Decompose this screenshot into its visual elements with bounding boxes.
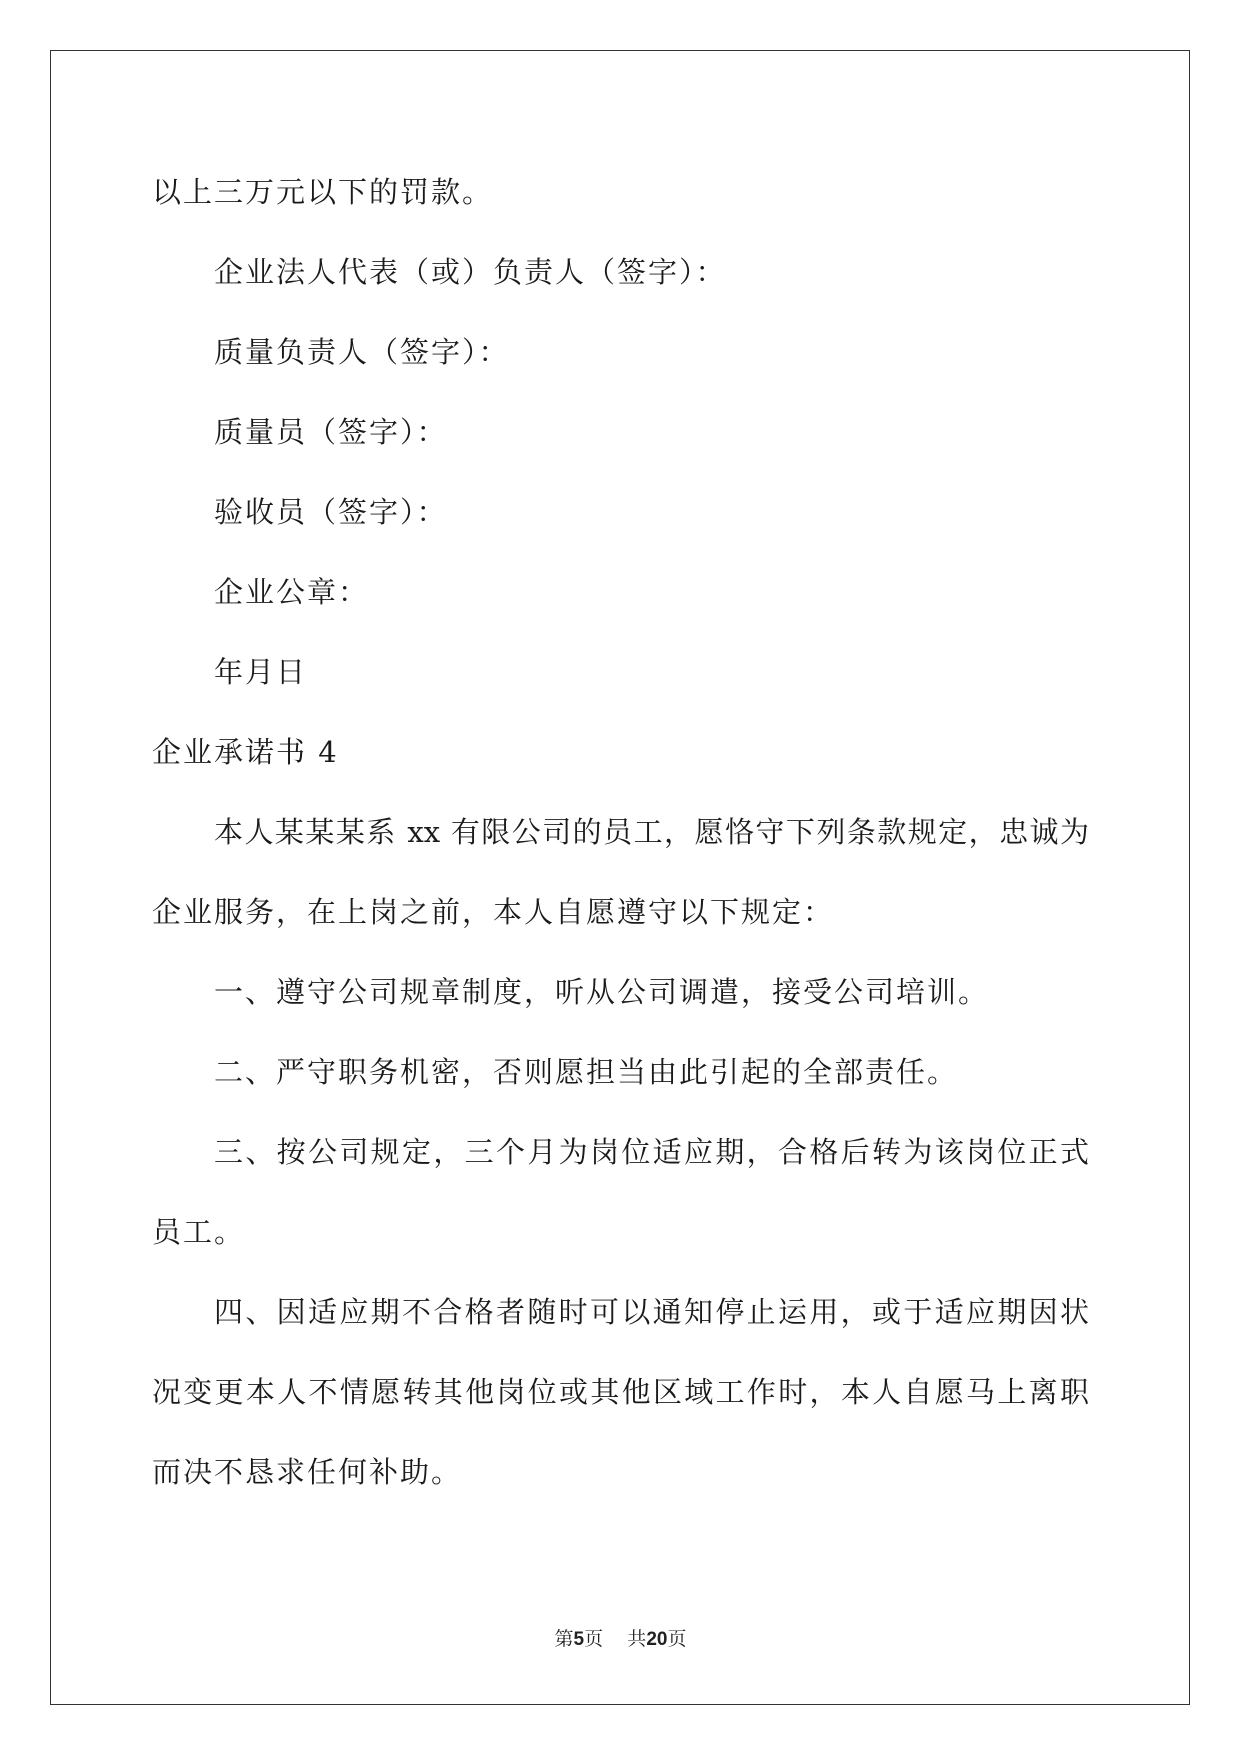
current-page-number: 5 <box>573 1629 585 1650</box>
clause-line: 而决不恳求任何补助。 <box>152 1455 463 1489</box>
footer-total-suffix: 页 <box>667 1628 687 1650</box>
clause-line: 二、严守职务机密，否则愿担当由此引起的全部责任。 <box>214 1055 959 1089</box>
paragraph-line: 本人某某某系 xx 有限公司的员工，愿恪守下列条款规定，忠诚为 <box>214 815 1089 849</box>
signature-line-quality-manager: 质量负责人（签字）： <box>214 335 510 369</box>
clause-line: 况变更本人不情愿转其他岗位或其他区域工作时，本人自愿马上离职 <box>152 1375 1089 1409</box>
date-line: 年月日 <box>214 655 308 689</box>
footer-prefix: 第 <box>554 1628 574 1650</box>
paragraph-line: 企业服务，在上岗之前，本人自愿遵守以下规定： <box>152 895 835 929</box>
clause-line: 一、遵守公司规章制度，听从公司调遣，接受公司培训。 <box>214 975 990 1009</box>
page-footer <box>0 1630 1241 1649</box>
signature-line-legal-rep: 企业法人代表（或）负责人（签字）： <box>214 255 727 289</box>
signature-line-quality-staff: 质量员（签字）： <box>214 415 448 449</box>
text-line: 以上三万元以下的罚款。 <box>152 175 494 209</box>
total-page-number: 20 <box>646 1629 668 1650</box>
signature-line-inspector: 验收员（签字）： <box>214 495 448 529</box>
footer-page-suffix: 页 <box>584 1628 604 1650</box>
clause-line: 四、因适应期不合格者随时可以通知停止运用，或于适应期因状 <box>214 1295 1089 1329</box>
clause-line: 三、按公司规定，三个月为岗位适应期，合格后转为该岗位正式 <box>214 1135 1089 1169</box>
clause-line: 员工。 <box>152 1215 246 1249</box>
company-seal-line: 企业公章： <box>214 575 370 609</box>
section-heading: 企业承诺书 4 <box>152 735 339 769</box>
footer-total-prefix: 共 <box>627 1628 647 1650</box>
